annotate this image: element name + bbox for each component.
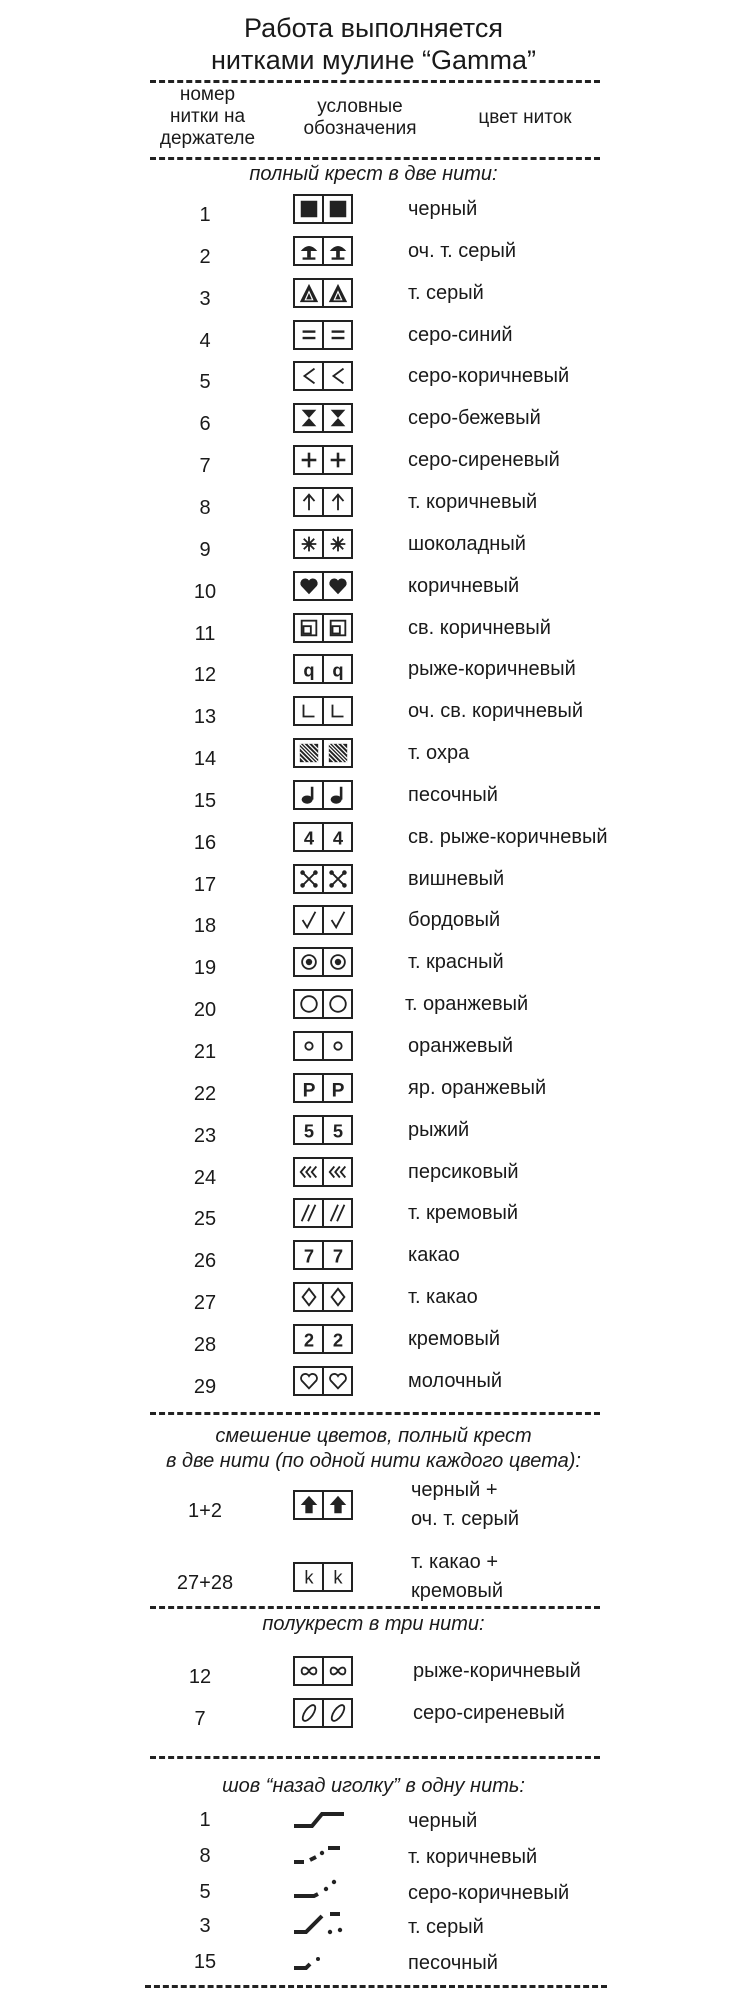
- row-number: 6: [199, 413, 211, 435]
- corner-l-icon: [293, 696, 353, 726]
- divider: [150, 1412, 600, 1415]
- digit-2-icon: [293, 1324, 353, 1354]
- dashed-stitch-icon: [292, 1840, 348, 1873]
- double-slash-icon: [293, 1198, 353, 1228]
- color-name: т. кремовый: [408, 1202, 519, 1224]
- section-full-cross: полный крест в две нити:: [249, 163, 498, 185]
- row-number: 15: [193, 1951, 217, 1973]
- color-name: серо-сиреневый: [413, 1702, 565, 1724]
- section-half-cross: полукрест в три нити:: [262, 1613, 485, 1635]
- page-title-line-2: нитками мулине “Gamma”: [211, 45, 536, 75]
- triple-chevron-icon: [293, 1157, 353, 1187]
- equals-icon: [293, 320, 353, 350]
- row-number: 29: [193, 1376, 217, 1398]
- mushroom-icon: [293, 236, 353, 266]
- svg-text:7: 7: [332, 1245, 343, 1266]
- color-name: вишневый: [408, 868, 505, 890]
- short-dash-stitch-icon: [292, 1946, 348, 1979]
- row-number: 1: [199, 1809, 211, 1831]
- color-name: кремовый: [408, 1328, 501, 1350]
- row-number: 1: [199, 204, 211, 226]
- infinity-icon: [293, 1656, 353, 1686]
- row-number: 27+28: [176, 1572, 234, 1594]
- music-note-icon: [293, 780, 353, 810]
- row-number: 19: [193, 957, 217, 979]
- color-name: рыже-коричневый: [408, 658, 576, 680]
- svg-text:q: q: [331, 659, 344, 680]
- row-number: 17: [193, 874, 217, 896]
- row-number: 4: [199, 330, 211, 352]
- circle-outline-icon: [293, 989, 353, 1019]
- row-number: 15: [193, 790, 217, 812]
- color-name: серо-сиреневый: [408, 449, 560, 471]
- svg-text:5: 5: [303, 1120, 314, 1141]
- divider: [150, 1606, 600, 1609]
- divider: [150, 157, 600, 160]
- color-name: черный: [408, 1810, 478, 1832]
- color-name: св. коричневый: [408, 617, 551, 639]
- digit-7-icon: [293, 1240, 353, 1270]
- svg-text:k: k: [303, 1566, 314, 1588]
- color-name: т. какао: [408, 1286, 478, 1308]
- color-name: яр. оранжевый: [408, 1077, 547, 1099]
- row-number: 2: [199, 246, 211, 268]
- digit-4-icon: [293, 822, 353, 852]
- color-name: какао: [408, 1244, 460, 1266]
- filled-triangle-icon: [293, 278, 353, 308]
- svg-text:2: 2: [332, 1329, 343, 1350]
- color-name: серо-коричневый: [408, 1882, 570, 1904]
- svg-text:4: 4: [303, 827, 314, 848]
- color-name-line-2: оч. т. серый: [411, 1508, 520, 1530]
- color-name: рыже-коричневый: [413, 1660, 581, 1682]
- svg-text:2: 2: [303, 1329, 314, 1350]
- hourglass-icon: [293, 403, 353, 433]
- slanted-oval-icon: [293, 1698, 353, 1728]
- color-name: персиковый: [408, 1161, 519, 1183]
- svg-text:P: P: [302, 1080, 315, 1099]
- color-name: песочный: [408, 1952, 498, 1974]
- row-number: 28: [193, 1334, 217, 1356]
- color-name: оч. св. коричневый: [408, 700, 584, 722]
- color-name: молочный: [408, 1370, 503, 1392]
- black-square-icon: [293, 194, 353, 224]
- x-dots-icon: [293, 864, 353, 894]
- color-name: серо-синий: [408, 324, 513, 346]
- row-number: 12: [193, 664, 217, 686]
- row-number: 7: [199, 455, 211, 477]
- svg-text:4: 4: [332, 827, 343, 848]
- svg-text:7: 7: [303, 1245, 314, 1266]
- section-mix-line-2: в две нити (по одной нити каждого цвета):: [166, 1450, 581, 1472]
- svg-text:5: 5: [332, 1120, 343, 1141]
- row-number: 21: [193, 1041, 217, 1063]
- color-name: шоколадный: [408, 533, 526, 555]
- plus-icon: [293, 445, 353, 475]
- section-mix-line-1: смешение цветов, полный крест: [215, 1425, 532, 1447]
- color-name: серо-бежевый: [408, 407, 541, 429]
- row-number: 26: [193, 1250, 217, 1272]
- color-name: серо-коричневый: [408, 365, 570, 387]
- letter-q-icon: [293, 654, 353, 684]
- row-number: 1+2: [188, 1500, 222, 1522]
- color-name: песочный: [408, 784, 498, 806]
- long-dash-dot-stitch-icon: [292, 1876, 348, 1909]
- row-number: 11: [194, 623, 216, 645]
- asterisk-icon: [293, 529, 353, 559]
- color-name: т. охра: [408, 742, 470, 764]
- color-name: бордовый: [408, 909, 501, 931]
- row-number: 18: [193, 915, 217, 937]
- svg-text:k: k: [332, 1566, 343, 1588]
- hatched-square-icon: [293, 738, 353, 768]
- row-number: 24: [193, 1167, 217, 1189]
- svg-text:q: q: [302, 659, 315, 680]
- row-number: 8: [199, 497, 211, 519]
- row-number: 5: [199, 371, 211, 393]
- color-name-line-1: т. какао +: [411, 1551, 499, 1573]
- bold-up-arrow-icon: [293, 1490, 353, 1520]
- svg-text:P: P: [331, 1080, 344, 1099]
- dash-dot-dot-stitch-icon: [292, 1910, 348, 1943]
- row-number: 22: [193, 1083, 217, 1105]
- nested-squares-icon: [293, 613, 353, 643]
- color-name: св. рыже-коричневый: [408, 826, 608, 848]
- column-header-number: номер нитки на держателе: [159, 84, 256, 149]
- row-number: 8: [199, 1845, 211, 1867]
- color-name: т. серый: [408, 1916, 484, 1938]
- heart-outline-icon: [293, 1366, 353, 1396]
- less-than-icon: [293, 361, 353, 391]
- column-header-color: цвет ниток: [478, 107, 572, 128]
- row-number: 16: [193, 832, 217, 854]
- color-name: т. коричневый: [408, 491, 538, 513]
- color-name: черный: [408, 198, 478, 220]
- color-name-line-2: кремовый: [411, 1580, 504, 1602]
- small-circle-icon: [293, 1031, 353, 1061]
- row-number: 9: [199, 539, 211, 561]
- color-name: коричневый: [408, 575, 520, 597]
- row-number: 13: [193, 706, 217, 728]
- color-name: т. оранжевый: [405, 993, 529, 1015]
- check-mark-icon: [293, 905, 353, 935]
- up-arrow-icon: [293, 487, 353, 517]
- letter-p-icon: [293, 1073, 353, 1103]
- row-number: 12: [188, 1666, 212, 1688]
- color-name-line-1: черный +: [411, 1479, 498, 1501]
- color-name: т. красный: [408, 951, 504, 973]
- row-number: 25: [193, 1208, 217, 1230]
- row-number: 7: [194, 1708, 206, 1730]
- row-number: 23: [193, 1125, 217, 1147]
- color-name: т. коричневый: [408, 1846, 538, 1868]
- column-header-symbol: условные обозначения: [303, 96, 417, 139]
- row-number: 14: [193, 748, 217, 770]
- heart-filled-icon: [293, 571, 353, 601]
- dot-in-circle-icon: [293, 947, 353, 977]
- row-number: 5: [199, 1881, 211, 1903]
- diamond-outline-icon: [293, 1282, 353, 1312]
- color-name: рыжий: [408, 1119, 470, 1141]
- row-number: 3: [199, 1915, 211, 1937]
- color-name: т. серый: [408, 282, 484, 304]
- divider: [150, 80, 600, 83]
- letter-k-icon: [293, 1562, 353, 1592]
- row-number: 20: [193, 999, 217, 1021]
- divider: [150, 1756, 600, 1759]
- color-name: оч. т. серый: [408, 240, 517, 262]
- divider: [145, 1985, 607, 1988]
- solid-line-stitch-icon: [292, 1804, 348, 1837]
- row-number: 10: [193, 581, 217, 603]
- digit-5-icon: [293, 1115, 353, 1145]
- row-number: 3: [199, 288, 211, 310]
- section-backstitch: шов “назад иголку” в одну нить:: [222, 1775, 525, 1797]
- color-name: оранжевый: [408, 1035, 514, 1057]
- page-title-line-1: Работа выполняется: [244, 13, 503, 43]
- row-number: 27: [193, 1292, 217, 1314]
